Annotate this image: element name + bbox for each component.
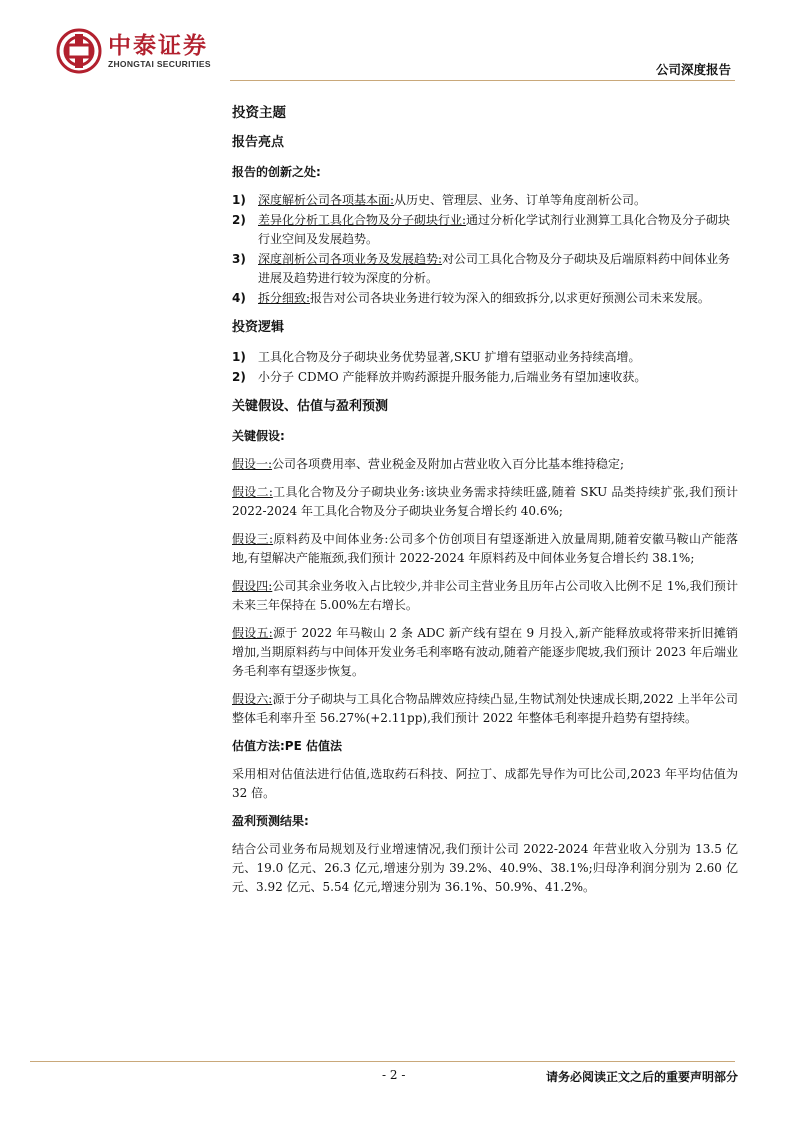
item-lead: 差异化分析工具化合物及分子砌块行业:: [258, 213, 467, 227]
item-lead: 深度解析公司各项基本面:: [258, 193, 395, 207]
assumptions-section-heading: 关键假设、估值与盈利预测: [232, 399, 389, 414]
investment-logic-heading: 投资逻辑: [232, 320, 285, 335]
valuation-paragraph: 采用相对估值法进行估值,选取药石科技、阿拉丁、成都先导作为可比公司,2023 年平均估值为 32 倍。: [232, 767, 738, 800]
list-item: 1) 工具化合物及分子砌块业务优势显著,SKU 扩增有望驱动业务持续高增。: [232, 350, 641, 364]
item-text: 通过分析化学试剂行业测算工具化合物及分子砌块行业空间及发展趋势。: [258, 213, 731, 246]
item-text: 从历史、管理层、业务、订单等角度剖析公司。: [394, 193, 647, 207]
assumption-paragraph: 假设五:源于 2022 年马鞍山 2 条 ADC 新产线有望在 9 月投入,新产能释放或将带来折旧摊销增加,当期原料药与中间体开发业务毛利率略有波动,随着产能逐步爬坡,我们预计 2023 年后端业务毛利率有望逐步恢复。: [232, 626, 738, 678]
investment-theme-heading: 投资主题: [232, 105, 286, 121]
footer-disclaimer: 请务必阅读正文之后的重要声明部分: [545, 1070, 738, 1084]
logo-english-name: ZHONGTAI SECURITIES: [108, 58, 211, 69]
list-item: 2) 差异化分析工具化合物及分子砌块行业:通过分析化学试剂行业测算工具化合物及分子砌块行业空间及发展趋势。: [232, 213, 731, 246]
logic-list: [232, 348, 738, 387]
assumption-paragraph: 假设四:公司其余业务收入占比较少,并非公司主营业务且历年占公司收入比例不足 1%,我们预计未来三年保持在 5.00%左右增长。: [232, 579, 739, 612]
item-text: 对公司工具化合物及分子砌块及后端原料药中间体业务进展及趋势进行较为深度的分析。: [258, 252, 731, 285]
header-divider: [230, 80, 735, 81]
footer-divider: [30, 1061, 735, 1062]
list-item: 4) 拆分细致:报告对公司各块业务进行较为深入的细致拆分,以求更好预测公司未来发展。: [232, 291, 710, 305]
assumption-paragraph: 假设一:公司各项费用率、营业税金及附加占营业收入百分比基本维持稳定;: [232, 457, 625, 471]
zhongtai-logo-icon: [56, 28, 102, 74]
innovation-heading: 报告的创新之处:: [232, 165, 321, 179]
item-text: 报告对公司各块业务进行较为深入的细致拆分,以求更好预测公司未来发展。: [310, 291, 710, 305]
item-lead: 拆分细致:: [258, 291, 311, 305]
list-item: 2) 小分子 CDMO 产能释放并购药源提升服务能力,后端业务有望加速收获。: [232, 370, 647, 384]
item-lead: 深度剖析公司各项业务及发展趋势:: [258, 252, 443, 266]
company-logo: [56, 28, 211, 74]
list-item: 1) 深度解析公司各项基本面:从历史、管理层、业务、订单等角度剖析公司。: [232, 193, 647, 207]
list-item: 3) 深度剖析公司各项业务及发展趋势:对公司工具化合物及分子砌块及后端原料药中间体业务进展及趋势进行较为深度的分析。: [232, 252, 731, 285]
logo-chinese-name: 中泰证券: [108, 32, 208, 59]
innovation-list: [232, 191, 738, 308]
assumption-paragraph: 假设三:原料药及中间体业务:公司多个仿创项目有望逐渐进入放量周期,随着安徽马鞍山产能落地,有望解决产能瓶颈,我们预计 2022-2024 年原料药及中间体业务复合增长约 38.1%;: [232, 532, 738, 565]
assumption-paragraph: 假设六:源于分子砌块与工具化合物品牌效应持续凸显,生物试剂处快速成长期,2022 上半年公司整体毛利率升至 56.27%(+2.11pp),我们预计 2022 年整体毛利率提升趋势有望持续。: [232, 692, 738, 725]
report-highlights-heading: 报告亮点: [232, 135, 285, 150]
page-content: [232, 104, 738, 906]
assumption-paragraph: 假设二:工具化合物及分子砌块业务:该块业务需求持续旺盛,随着 SKU 品类持续扩张,我们预计 2022-2024 年工具化合物及分子砌块业务复合增长约 40.6%;: [232, 485, 738, 518]
forecast-heading: 盈利预测结果:: [232, 814, 309, 828]
forecast-paragraph: 结合公司业务布局规划及行业增速情况,我们预计公司 2022-2024 年营业收入分别为 13.5 亿元、19.0 亿元、26.3 亿元,增速分别为 39.2%、40.9%、38.1%;归母净利润分别为 2.60 亿元、3.92 亿元、5.54 亿元,增速分别为 36.1%、50.9%、41.2%。: [232, 842, 738, 894]
valuation-heading: 估值方法:PE 估值法: [232, 739, 342, 753]
page-number: - 2 -: [382, 1068, 406, 1082]
assumptions-heading: 关键假设:: [232, 429, 285, 443]
report-type-label: 公司深度报告: [655, 62, 731, 77]
